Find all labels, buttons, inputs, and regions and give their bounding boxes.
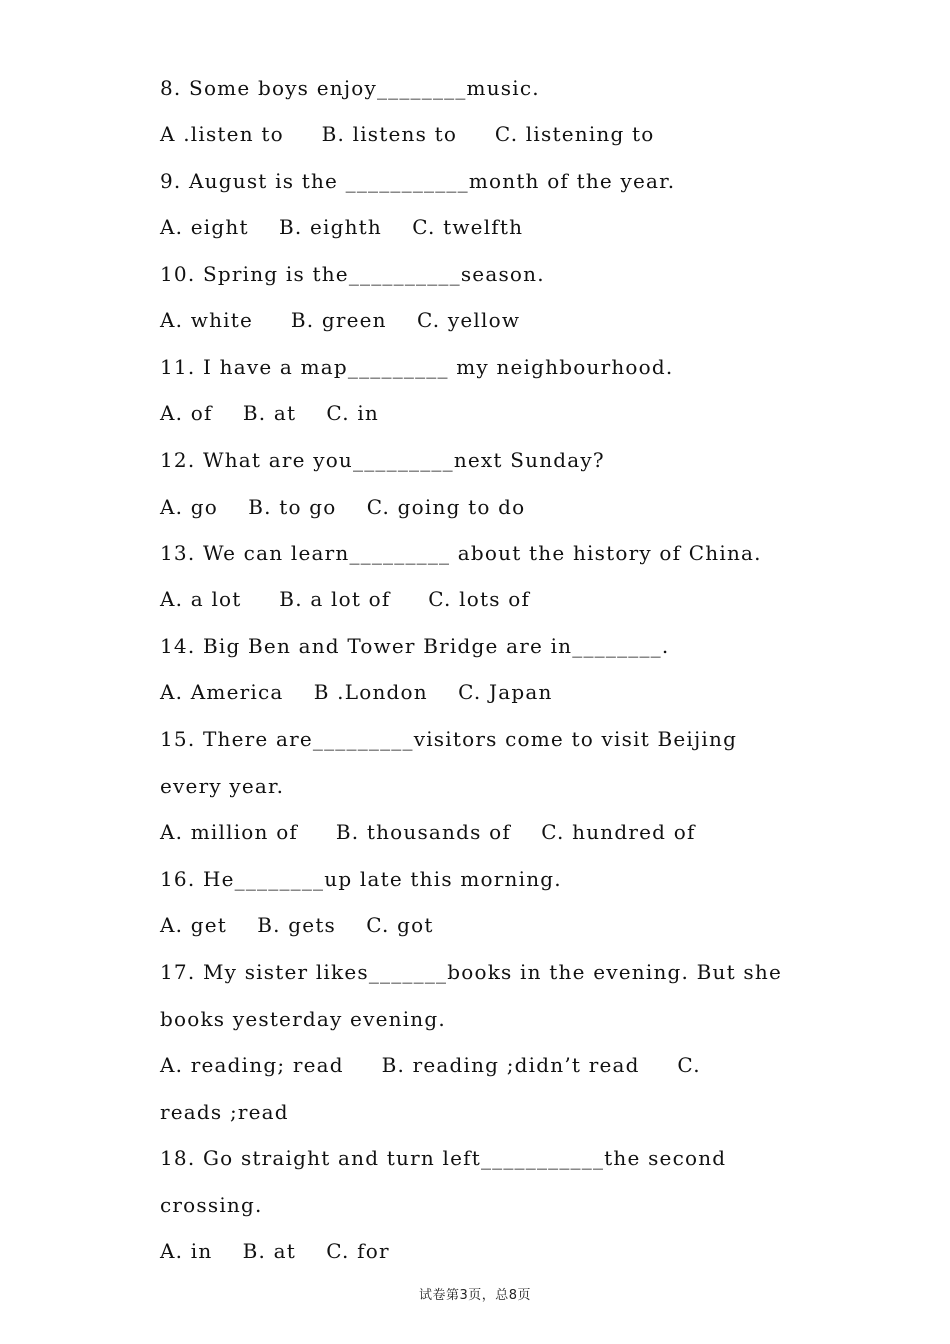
options-17: A. reading; read B. reading ;didn’t read C. [160,1053,701,1077]
question-16: 16. He________up late this morning. [160,867,562,891]
page-footer: 试卷第3页，总8页 [418,1288,532,1303]
options-9: A. eight B. eighth C. twelfth [160,215,524,239]
options-16: A. get B. gets C. got [160,913,434,937]
question-15: 15. There are_________visitors come to visit Beijing [160,727,738,751]
question-10: 10. Spring is the__________season. [160,262,545,286]
options-18: A. in B. at C. for [160,1239,390,1263]
options-11: A. of B. at C. in [160,401,380,425]
question-17: 17. My sister likes_______books in the evening. But she [160,960,782,984]
question-18: 18. Go straight and turn left___________the second [160,1146,727,1170]
question-8: 8. Some boys enjoy________music. [160,76,540,100]
options-15: A. million of B. thousands of C. hundred of [160,820,696,844]
question-13: 13. We can learn_________ about the history of China. [160,541,762,565]
options-10: A. white B. green C. yellow [160,308,521,332]
options-12: A. go B. to go C. going to do [160,495,526,519]
question-18-cont: crossing. [160,1193,263,1217]
options-14: A. America B .London C. Japan [160,680,553,704]
question-15-cont: every year. [160,774,285,798]
question-14: 14. Big Ben and Tower Bridge are in________. [160,634,670,658]
question-9: 9. August is the ___________month of the year. [160,169,676,193]
options-17-cont: reads ;read [160,1100,289,1124]
options-8: A .listen to B. listens to C. listening to [160,122,655,146]
question-11: 11. I have a map_________ my neighbourhood. [160,355,674,379]
question-17-cont: books yesterday evening. [160,1007,446,1031]
options-13: A. a lot B. a lot of C. lots of [160,587,531,611]
question-12: 12. What are you_________next Sunday? [160,448,605,472]
